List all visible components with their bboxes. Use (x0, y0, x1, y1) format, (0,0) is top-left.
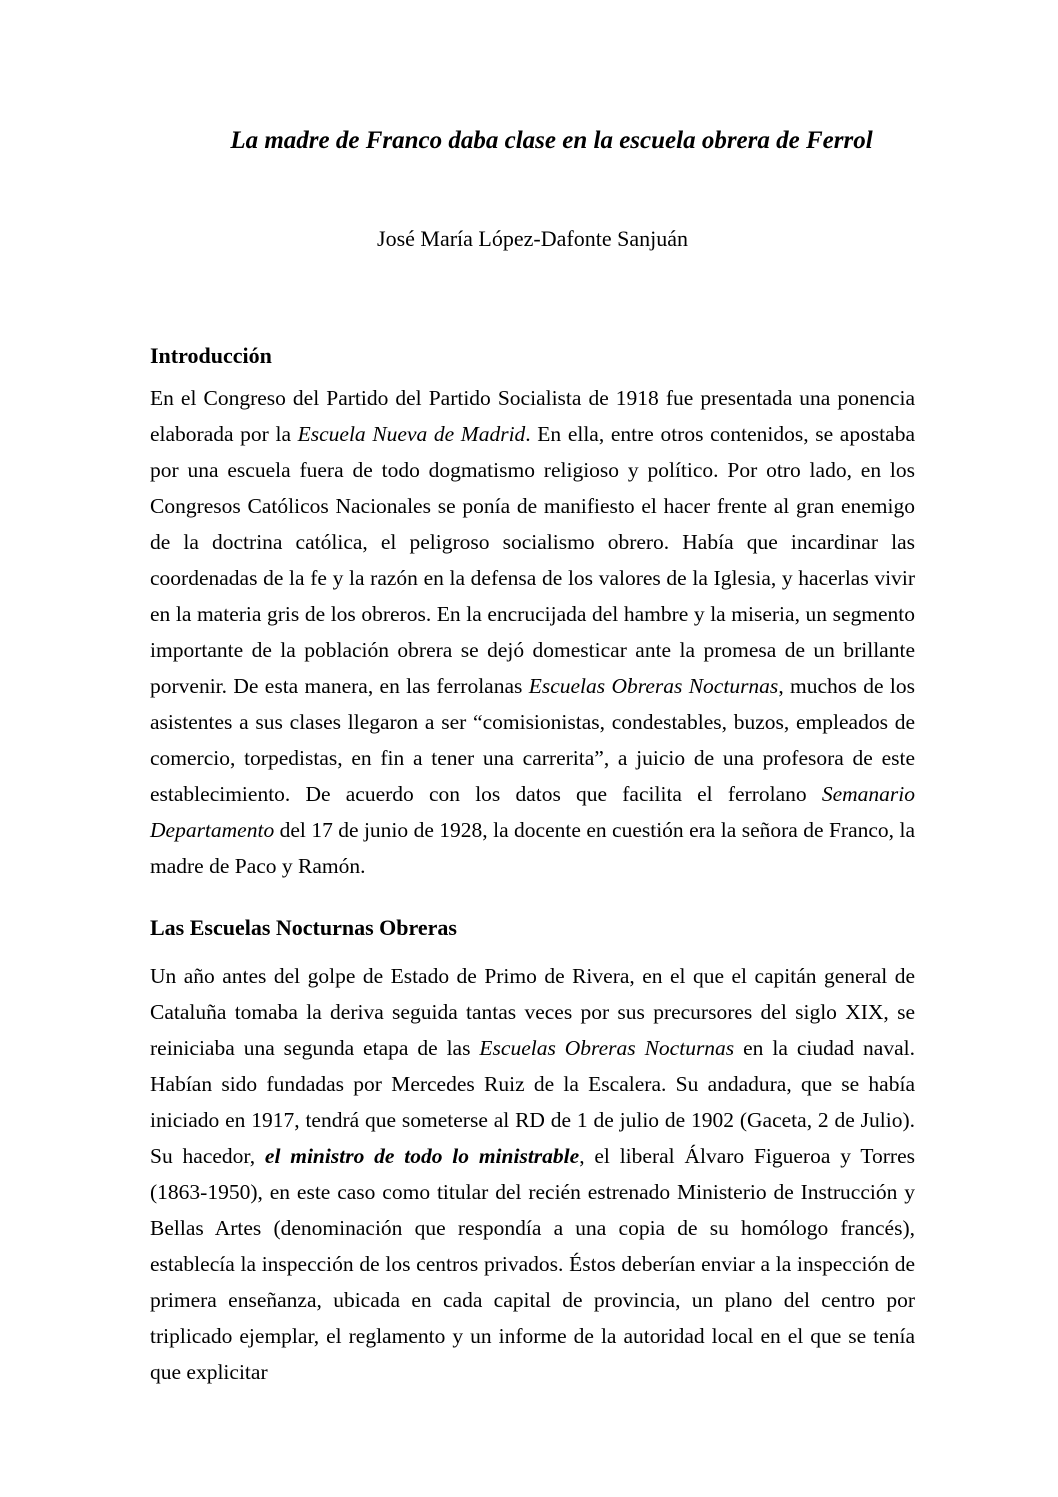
text-run-bolditalic: el ministro de todo lo ministrable (264, 1144, 580, 1168)
paragraph-introduccion (150, 380, 915, 884)
text-run: en la ciudad naval. Habían sido fundadas por Mercedes Ruiz de la Escalera. Su andadura, que se había iniciado en 1917, tendrá que someterse al RD de 1 de julio de 1902 (Gaceta, 2 de Julio). Su hacedor, (150, 1036, 915, 1168)
text-run: , muchos de los asistentes a sus clases llegaron a ser “comisionistas, condestables, buzos, empleados de comercio, torpedistas, en fin a tener una carrerita”, a juicio de una profesora de este establecimiento. De acuerdo con los datos que facilita el ferrolano (150, 674, 915, 806)
author-line: José María López-Dafonte Sanjuán (377, 226, 688, 251)
text-run-italic: Escuelas Obreras Nocturnas (479, 1036, 735, 1060)
text-run: del 17 de junio de 1928, la docente en cuestión era la señora de Franco, la madre de Paco y Ramón. (150, 818, 915, 878)
section-heading-escuelas-nocturnas: Las Escuelas Nocturnas Obreras (150, 915, 457, 940)
text-run: Un año antes del golpe de Estado de Primo de Rivera, en el que el capitán general de Cataluña tomaba la deriva seguida tantas veces por sus precursores del siglo XIX, se reiniciaba una segunda etapa de las (150, 964, 915, 1060)
text-run: . En ella, entre otros contenidos, se apostaba por una escuela fuera de todo dogmatismo religioso y político. Por otro lado, en los Congresos Católicos Nacionales se ponía de manifiesto el hacer frente al gran enemigo de la doctrina católica, el peligroso socialismo obrero. Había que incardinar las coordenadas de la fe y la razón en la defensa de los valores de la Iglesia, y hacerlas vivir en la materia gris de los obreros. En la encrucijada del hambre y la miseria, un segmento importante de la población obrera se dejó domesticar ante la promesa de un brillante porvenir. De esta manera, en las ferrolanas (150, 422, 915, 698)
text-run: , el liberal Álvaro Figueroa y Torres (1863-1950), en este caso como titular del recién estrenado Ministerio de Instrucción y Bellas Artes (denominación que respondía a una copia de su homólogo francés), establecía la inspección de los centros privados. Éstos deberían enviar a la inspección de primera enseñanza, ubicada en cada capital de provincia, un plano del centro por triplicado ejemplar, el reglamento y un informe de la autoridad local en el que se tenía que explicitar (150, 1144, 915, 1384)
document-title: La madre de Franco daba clase en la escuela obrera de Ferrol (230, 127, 873, 154)
text-run: En el Congreso del Partido del Partido Socialista de 1918 fue presentada una ponencia elaborada por la (150, 386, 915, 446)
text-run-italic: Escuela Nueva de Madrid (297, 422, 526, 446)
section-heading-introduccion: Introducción (150, 343, 272, 368)
text-run-italic: Semanario Departamento (150, 782, 915, 842)
paragraph-escuelas-nocturnas (150, 958, 915, 1390)
text-run-italic: Escuelas Obreras Nocturnas (528, 674, 779, 698)
